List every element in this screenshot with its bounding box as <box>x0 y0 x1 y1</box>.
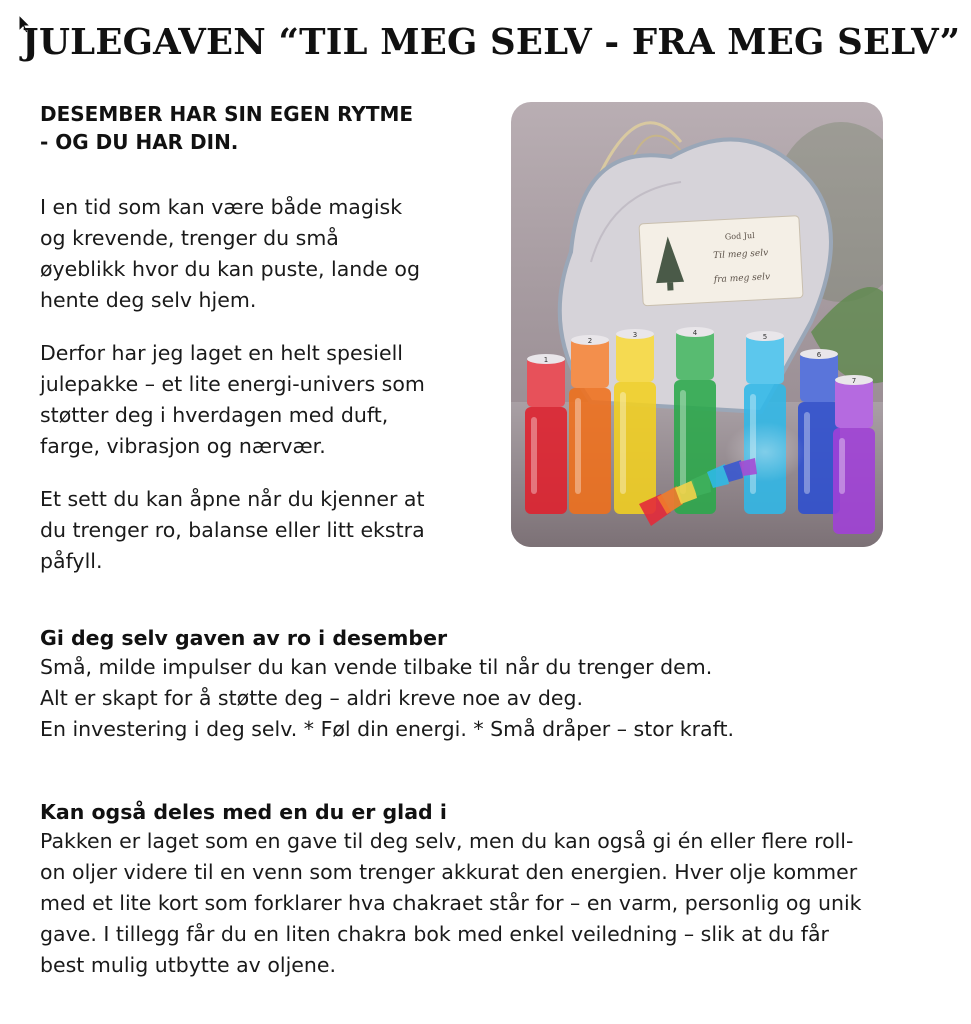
card-line-2: Til meg selv <box>713 248 769 262</box>
gift-card <box>639 216 803 306</box>
bottle-number-label: 5 <box>762 333 768 341</box>
intro-paragraph-3: Et sett du kan åpne når du kjenner at du trenger ro, balanse eller litt ekstra påfyll. <box>40 487 425 573</box>
page-title: JULEGAVEN “TIL MEG SELV - FRA MEG SELV” <box>22 22 961 63</box>
intro-heading-line-2: - OG DU HAR DIN. <box>40 130 239 154</box>
section-line: on oljer videre til en venn som trenger akkurat den energien. Hver olje kommer <box>40 860 858 884</box>
roll-on-bottle <box>833 375 875 534</box>
card-line-1: God Jul <box>724 230 755 242</box>
roll-on-bottle <box>525 354 567 514</box>
section-line: En investering i deg selv. * Føl din energi. * Små dråper – stor kraft. <box>40 717 734 741</box>
section-ro-i-desember <box>40 624 950 745</box>
intro-paragraph-1: I en tid som kan være både magisk og krevende, trenger du små øyeblikk hvor du kan puste, lande og hente deg selv hjem. <box>40 195 420 312</box>
section-deles <box>40 798 950 981</box>
section-line: Små, milde impulser du kan vende tilbake til når du trenger dem. <box>40 655 713 679</box>
section-line: Pakken er laget som en gave til deg selv, men du kan også gi én eller flere roll- <box>40 829 854 853</box>
bottle-number-label: 4 <box>692 329 698 337</box>
section-line: best mulig utbytte av oljene. <box>40 953 336 977</box>
bottle-number-label: 6 <box>816 351 822 359</box>
product-photo <box>511 102 883 547</box>
bottle-number-label: 3 <box>632 331 638 339</box>
roll-on-bottle <box>569 335 611 514</box>
bottle-number-label: 7 <box>851 377 857 385</box>
bottle-number-label: 1 <box>543 356 549 364</box>
roll-on-bottle <box>614 329 656 514</box>
product-photo-illustration <box>511 102 883 547</box>
section-line: med et lite kort som forklarer hva chakraet står for – en varm, personlig og unik <box>40 891 862 915</box>
section-line: Alt er skapt for å støtte deg – aldri kreve noe av deg. <box>40 686 583 710</box>
section-line: gave. I tillegg får du en liten chakra bok med enkel veiledning – slik at du får <box>40 922 829 946</box>
section-heading: Gi deg selv gaven av ro i desember <box>40 626 448 650</box>
bottle-number-label: 2 <box>587 337 593 345</box>
intro-heading <box>40 100 500 156</box>
intro-paragraph-2: Derfor har jeg laget en helt spesiell julepakke – et lite energi-univers som støtter deg i hverdagen med duft, farge, vibrasjon og nærvær. <box>40 341 425 458</box>
intro-heading-line-1: DESEMBER HAR SIN EGEN RYTME <box>40 102 414 126</box>
section-heading: Kan også deles med en du er glad i <box>40 800 447 824</box>
card-line-3: fra meg selv <box>713 272 771 286</box>
